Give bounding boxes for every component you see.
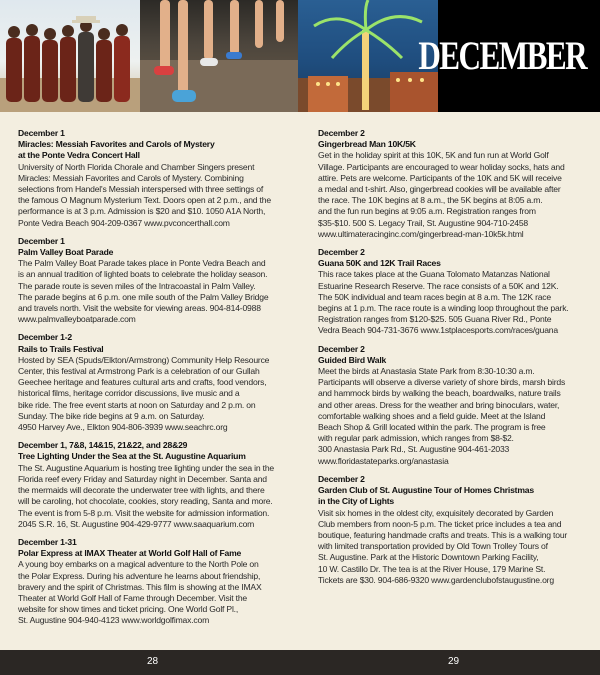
event-date: December 1: [18, 235, 65, 246]
event-body-line: The event is from 5-8 p.m. Visit the website for admission information.: [18, 507, 270, 518]
choir-photo: [0, 0, 140, 112]
event-body-line: Registration ranges from $120-$25. 505 Guana River Rd., Ponte: [318, 314, 552, 325]
event-date: December 2: [318, 128, 365, 138]
event-body-line: Tickets are $30. 904-686-9320 www.gardenclubofstaugustine.org: [318, 574, 554, 585]
event-date: December 2: [318, 343, 365, 354]
event-body-line: The St. Augustine Aquarium is hosting tree lighting under the sea in the: [18, 462, 274, 473]
event-title: Polar Express at IMAX Theater at World Golf Hall of Fame: [18, 548, 242, 559]
event-body-line: This race takes place at the Guana Tolomato Matanzas National: [318, 269, 550, 280]
event-date: December 1-2: [18, 332, 72, 343]
event-body-line: 4950 Harvey Ave., Elkton 904-806-3939 www.seachrc.org: [18, 422, 228, 433]
event-body-line: and other areas. Dress for the weather and bring binoculars, water,: [318, 399, 560, 410]
event-title: Gingerbread Man 10K/5K: [318, 139, 416, 150]
event-body-line: Club members from noon-5 p.m. The ticket price includes a tea and: [318, 518, 562, 529]
page-footer: [0, 650, 600, 675]
event-body-line: $35-$10. 500 S. Legacy Trail, St. Augustine 904-710-2458: [318, 217, 529, 228]
event-body-line: The parade begins at 6 p.m. one mile south of the Palm Valley Bridge: [18, 291, 269, 302]
event-body-line: begins at 1 p.m. The race route is a winding loop throughout the park.: [318, 303, 569, 314]
event-body-line: Meet the birds at Anastasia State Park from 8:30-10:30 a.m.: [318, 366, 535, 377]
event-body-line: Get in the holiday spirit at this 10K, 5K and fun run at World Golf: [318, 150, 549, 161]
event-entry: [18, 332, 294, 433]
event-body-line: Hosted by SEA (Spuds/Elkton/Armstrong) Community Help Resource: [18, 354, 270, 365]
event-body-line: Beach Shop & Grill located within the park. The program is free: [318, 422, 546, 433]
event-title: Miracles: Messiah Favorites and Carols of Mystery: [18, 139, 215, 150]
event-date: December 2: [318, 473, 365, 484]
event-body-line: with regular park admission, which ranges from $8-$2.: [318, 433, 514, 444]
page-number-left: 28: [147, 656, 159, 667]
event-body-line: www.ultimateracinginc.com/gingerbread-man-10k5k.html: [318, 228, 524, 239]
event-title: Garden Club of St. Augustine Tour of Homes Christmas: [318, 485, 534, 496]
event-body-line: The 50K individual and team races begin at 8 a.m. The 12K race: [318, 291, 551, 302]
event-title: Guana 50K and 12K Trail Races: [318, 258, 441, 269]
event-date: December 1, 7&8, 14&15, 21&22, and 28&29: [18, 440, 188, 451]
event-body-line: Village. Participants are encouraged to wear holiday socks, hats and: [318, 161, 565, 172]
event-body-line: www.palmvalleyboatparade.com: [18, 314, 136, 325]
event-title: in the City of Lights: [318, 496, 395, 507]
event-body-line: www.floridastateparks.org/anastasia: [318, 455, 449, 466]
event-body-line: the Polar Express. During his adventure he learns about friendship,: [18, 570, 261, 581]
left-column: [18, 128, 294, 634]
month-title: DECEMBER: [418, 33, 586, 78]
event-body-line: Geechee heritage and features cultural arts and crafts, food vendors,: [18, 377, 267, 388]
event-entry: [18, 440, 294, 530]
event-entry: [318, 474, 594, 586]
event-title: at the Ponte Vedra Concert Hall: [18, 150, 140, 161]
event-body-line: 300 Anastasia Park Rd., St. Augustine 904-461-2033: [318, 444, 510, 455]
event-body-line: Florida reef every Friday and Saturday night in December. Santa and: [18, 473, 267, 484]
event-body-line: University of North Florida Chorale and Chamber Singers present: [18, 161, 255, 172]
event-date: December 2: [318, 247, 365, 258]
event-entry: [18, 236, 294, 326]
event-body-line: The parade route is seven miles of the Intracoastal in Palm Valley.: [18, 280, 256, 291]
event-body-line: Ponte Vedra Beach 904-209-0367 www.pvconcerthall.com: [18, 217, 230, 228]
event-body-line: comfortable walking shoes and a field guide. Meet at the Island: [318, 410, 546, 421]
page-number-right: 29: [448, 656, 460, 667]
event-title: Rails to Trails Festival: [18, 343, 104, 354]
event-title: Tree Lighting Under the Sea at the St. Augustine Aquarium: [18, 451, 246, 462]
event-body-line: bike ride. The free event starts at noon on Saturday and 2 p.m. on: [18, 399, 256, 410]
event-body-line: 2045 S.R. 16, St. Augustine 904-429-9777 www.saaquarium.com: [18, 518, 255, 529]
event-body-line: Theater at World Golf Hall of Fame through December. Visit the: [18, 592, 247, 603]
event-entry: [318, 344, 594, 467]
event-body-line: Center, this festival at Armstrong Park is a celebration of our Gullah: [18, 366, 260, 377]
right-column: [318, 128, 594, 593]
event-body-line: Sunday. The bike ride begins at 9 a.m. on Saturday.: [18, 410, 205, 421]
event-body-line: historical films, heritage corridor discussions, live music and a: [18, 388, 240, 399]
event-body-line: will be caroling, hot chocolate, cookies, story reading, Santa and more.: [18, 496, 273, 507]
event-entry: [18, 128, 294, 229]
event-title: Guided Bird Walk: [318, 354, 387, 365]
event-body-line: and travels north. Visit the website for viewing areas. 904-814-0988: [18, 303, 261, 314]
event-body-line: Estuarine Research Reserve. The race consists of a 50K and 12K.: [318, 280, 559, 291]
event-date: December 1-31: [18, 536, 77, 547]
photo-banner: [0, 0, 600, 112]
runners-illustration: [140, 0, 298, 112]
event-body-line: and hammock birds by walking the beach, boardwalks, nature trails: [318, 388, 561, 399]
event-entry: [318, 247, 594, 337]
event-body-line: bravery and the spirit of Christmas. This film is showing at the IMAX: [18, 581, 262, 592]
event-entry: [18, 537, 294, 627]
event-body-line: Participants will observe a diverse variety of shore birds, marsh birds: [318, 377, 566, 388]
event-body-line: the race. The 10K begins at 8 a.m., the 5K begins at 8:05 a.m.: [318, 195, 543, 206]
event-body-line: website for show times and ticket pricing. One World Golf Pl.,: [18, 604, 239, 615]
event-body-line: A young boy embarks on a magical adventure to the North Pole on: [18, 559, 259, 570]
event-entry: [318, 128, 594, 240]
lit-palm-tree-photo: [298, 0, 438, 112]
event-body-line: performance is at 3 p.m. Admission is $20 and $10. 1050 A1A North,: [18, 206, 266, 217]
event-body-line: the famous O Magnum Mysterium Text. Doors open at 2 p.m., and the: [18, 195, 271, 206]
event-body-line: the mermaids will decorate the underwater tree with lights, and there: [18, 485, 265, 496]
event-body-line: The Palm Valley Boat Parade takes place in Ponte Vedra Beach and: [18, 258, 266, 269]
month-header-block: [418, 0, 600, 112]
event-body-line: 10 W. Castillo Dr. The tea is at the River House, 179 Marine St.: [318, 563, 546, 574]
event-body-line: Vedra Beach 904-731-3676 www.1stplacesports.com/races/guana: [318, 325, 558, 336]
event-body-line: and the fun run begins at 9:05 a.m. Registration ranges from: [318, 206, 536, 217]
event-body-line: with limited transportation provided by Old Town Trolley Tours of: [318, 541, 548, 552]
event-date: December 1: [18, 128, 65, 138]
event-body-line: selections from Handel's Messiah interspersed with three settings of: [18, 184, 264, 195]
choir-illustration: [0, 0, 140, 112]
event-body-line: Miracles: Messiah Favorites and Carols of Mystery. Combining: [18, 172, 244, 183]
event-body-line: St. Augustine. Park at the Historic Downtown Parking Facility,: [318, 552, 539, 563]
runners-photo: [140, 0, 298, 112]
event-title: Palm Valley Boat Parade: [18, 247, 114, 258]
event-body-line: a medal and t-shirt. Also, gingerbread cookies will be available after: [318, 184, 561, 195]
palm-illustration: [298, 0, 438, 112]
event-body-line: is an annual tradition of lighted boats to celebrate the holiday season.: [18, 269, 268, 280]
event-body-line: attire. Pets are welcome. Participants of the 10K and 5K will receive: [318, 172, 562, 183]
event-body-line: St. Augustine 904-940-4123 www.worldgolfimax.com: [18, 615, 210, 626]
event-body-line: boutique, featuring handmade crafts and treats. This is a walking tour: [318, 529, 568, 540]
event-body-line: Visit six homes in the oldest city, exquisitely decorated by Garden: [318, 507, 554, 518]
